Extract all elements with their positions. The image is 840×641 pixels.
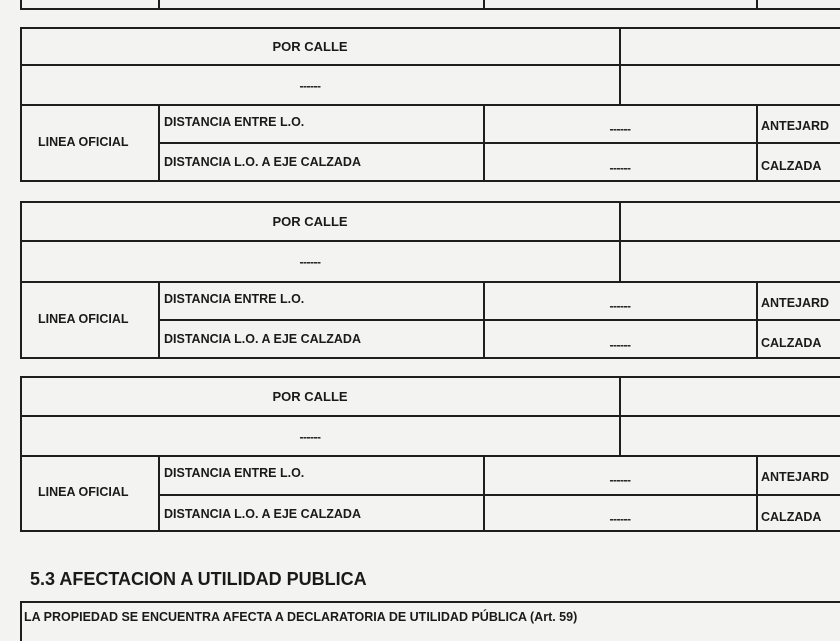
extra-divider — [756, 104, 758, 182]
dist-entre-lo-value: ------ — [609, 299, 631, 313]
dist-eje-value: ------ — [609, 512, 631, 526]
por-calle-label: POR CALLE — [272, 389, 348, 404]
linea-oficial-label: LINEA OFICIAL — [38, 312, 129, 326]
por-calle-label: POR CALLE — [272, 214, 348, 229]
dist-eje-value: ------ — [609, 338, 631, 352]
prev-table-divider — [756, 0, 758, 10]
street-name-value: ------ — [299, 79, 321, 93]
dist-eje-label: DISTANCIA L.O. A EJE CALZADA — [164, 507, 361, 521]
antejardin-label: ANTEJARD — [761, 296, 830, 310]
extra-divider — [756, 281, 758, 359]
por-calle-header — [20, 27, 840, 66]
prev-table-divider — [158, 0, 160, 10]
por-calle-label: POR CALLE — [272, 39, 348, 54]
dist-eje-label: DISTANCIA L.O. A EJE CALZADA — [164, 155, 361, 169]
dist-entre-lo-label: DISTANCIA ENTRE L.O. — [164, 292, 305, 306]
calzada-label: CALZADA — [761, 159, 822, 173]
dist-eje-value: ------ — [609, 161, 631, 175]
extra-divider — [756, 455, 758, 532]
linea-oficial-label: LINEA OFICIAL — [38, 135, 129, 149]
value-divider — [483, 455, 485, 532]
value-divider — [483, 281, 485, 359]
calzada-label: CALZADA — [761, 510, 822, 524]
antejardin-label: ANTEJARD — [761, 470, 830, 484]
calzada-label: CALZADA — [761, 336, 822, 350]
value-divider — [483, 104, 485, 182]
dist-entre-lo-value: ------ — [609, 473, 631, 487]
dist-entre-lo-value: ------ — [609, 122, 631, 136]
prev-table-divider — [483, 0, 485, 10]
dist-entre-lo-label: DISTANCIA ENTRE L.O. — [164, 115, 305, 129]
linea-oficial-label: LINEA OFICIAL — [38, 485, 129, 499]
por-calle-header — [20, 376, 840, 417]
street-name-value: ------ — [299, 430, 321, 444]
dist-eje-label: DISTANCIA L.O. A EJE CALZADA — [164, 332, 361, 346]
dist-entre-lo-label: DISTANCIA ENTRE L.O. — [164, 466, 305, 480]
por-calle-header — [20, 201, 840, 242]
section-heading: 5.3 AFECTACION A UTILIDAD PUBLICA — [30, 569, 367, 589]
street-name-value: ------ — [299, 255, 321, 269]
statement-text: LA PROPIEDAD SE ENCUENTRA AFECTA A DECLARATORIA DE UTILIDAD PÚBLICA (Art. 59) — [24, 610, 578, 624]
street-name-row — [20, 64, 840, 106]
street-name-row — [20, 240, 840, 283]
prev-table-bottom — [20, 0, 840, 10]
antejardin-label: ANTEJARD — [761, 119, 830, 133]
street-name-row — [20, 415, 840, 457]
